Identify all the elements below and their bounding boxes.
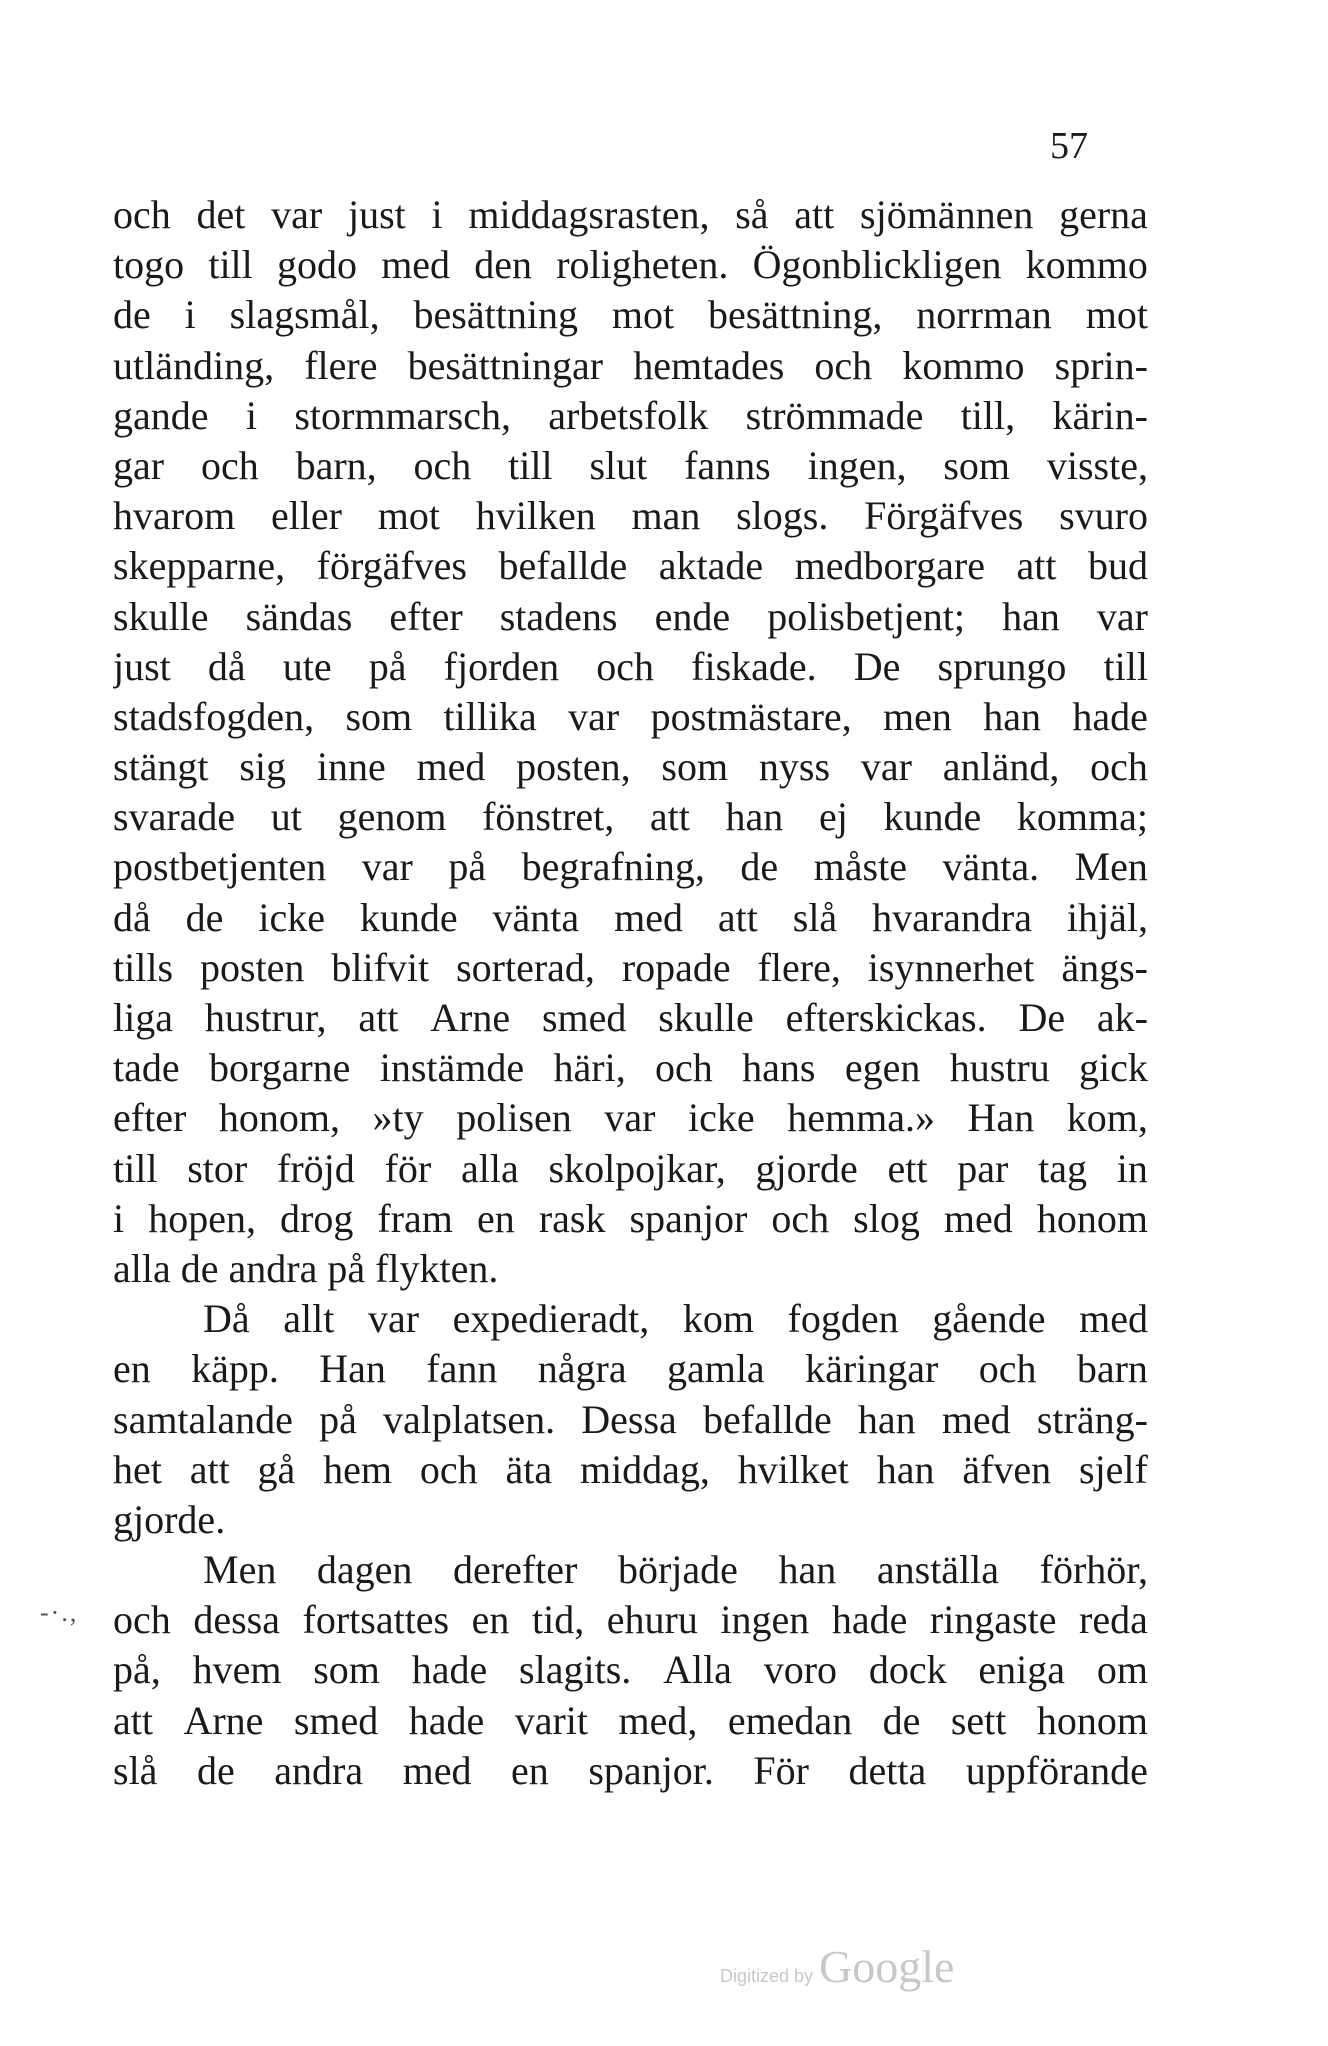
text-line: alla de andra på flykten. <box>113 1245 499 1291</box>
text-line: till stor fröjd för alla skolpojkar, gjorde ett par tag in <box>113 1145 1148 1191</box>
watermark-prefix: Digitized by <box>720 1966 814 1986</box>
text-line: Då allt var expedieradt, kom fogden gående med <box>203 1296 1148 1342</box>
text-line: hvarom eller mot hvilken man slogs. Förgäfves svuro <box>113 493 1148 539</box>
text-line: tade borgarne instämde häri, och hans egen hustru gick <box>113 1045 1148 1091</box>
text-line: togo till godo med den roligheten. Ögonblickligen kommo <box>113 242 1148 288</box>
text-line: och dessa fortsattes en tid, ehuru ingen hade ringaste reda <box>113 1597 1148 1643</box>
text-line: gjorde. <box>113 1496 226 1542</box>
text-line: då de icke kunde vänta med att slå hvarandra ihjäl, <box>113 894 1148 940</box>
digitization-watermark <box>720 1940 954 1993</box>
text-line: tills posten blifvit sorterad, ropade flere, isynnerhet ängs- <box>113 944 1148 990</box>
margin-mark: -·., <box>40 1598 79 1627</box>
text-line: slå de andra med en spanjor. För detta uppförande <box>113 1747 1148 1793</box>
body-text <box>113 190 1148 1796</box>
text-line: efter honom, »ty polisen var icke hemma.» Han kom, <box>113 1095 1148 1141</box>
text-line: postbetjenten var på begrafning, de måste vänta. Men <box>113 844 1148 890</box>
page-number: 57 <box>1050 125 1088 167</box>
text-line: svarade ut genom fönstret, att han ej kunde komma; <box>113 794 1148 840</box>
google-logo: Google <box>819 1941 955 1992</box>
text-line: att Arne smed hade varit med, emedan de sett honom <box>113 1697 1148 1743</box>
text-line: på, hvem som hade slagits. Alla voro dock eniga om <box>113 1647 1148 1693</box>
text-line: en käpp. Han fann några gamla käringar och barn <box>113 1346 1148 1392</box>
text-line: de i slagsmål, besättning mot besättning, norrman mot <box>113 292 1148 338</box>
text-line: i hopen, drog fram en rask spanjor och slog med honom <box>113 1195 1148 1241</box>
text-line: och det var just i middagsrasten, så att sjömännen gerna <box>113 192 1148 237</box>
text-line: stängt sig inne med posten, som nyss var anländ, och <box>113 744 1148 790</box>
text-line: gande i stormmarsch, arbetsfolk strömmade till, kärin- <box>113 392 1148 438</box>
text-line: utländing, flere besättningar hemtades och kommo sprin- <box>113 342 1148 388</box>
text-line: liga hustrur, att Arne smed skulle efterskickas. De ak- <box>113 995 1148 1040</box>
text-line: Men dagen derefter började han anställa förhör, <box>203 1547 1148 1593</box>
text-line: samtalande på valplatsen. Dessa befallde han med sträng- <box>113 1396 1148 1442</box>
text-line: skulle sändas efter stadens ende polisbetjent; han var <box>113 593 1148 639</box>
text-line: stadsfogden, som tillika var postmästare, men han hade <box>113 693 1148 739</box>
text-line: just då ute på fjorden och fiskade. De sprungo till <box>113 643 1148 689</box>
text-line: skepparne, förgäfves befallde aktade medborgare att bud <box>113 543 1148 589</box>
text-line: het att gå hem och äta middag, hvilket han äfven sjelf <box>113 1446 1148 1492</box>
text-line: gar och barn, och till slut fanns ingen, som visste, <box>113 442 1148 488</box>
